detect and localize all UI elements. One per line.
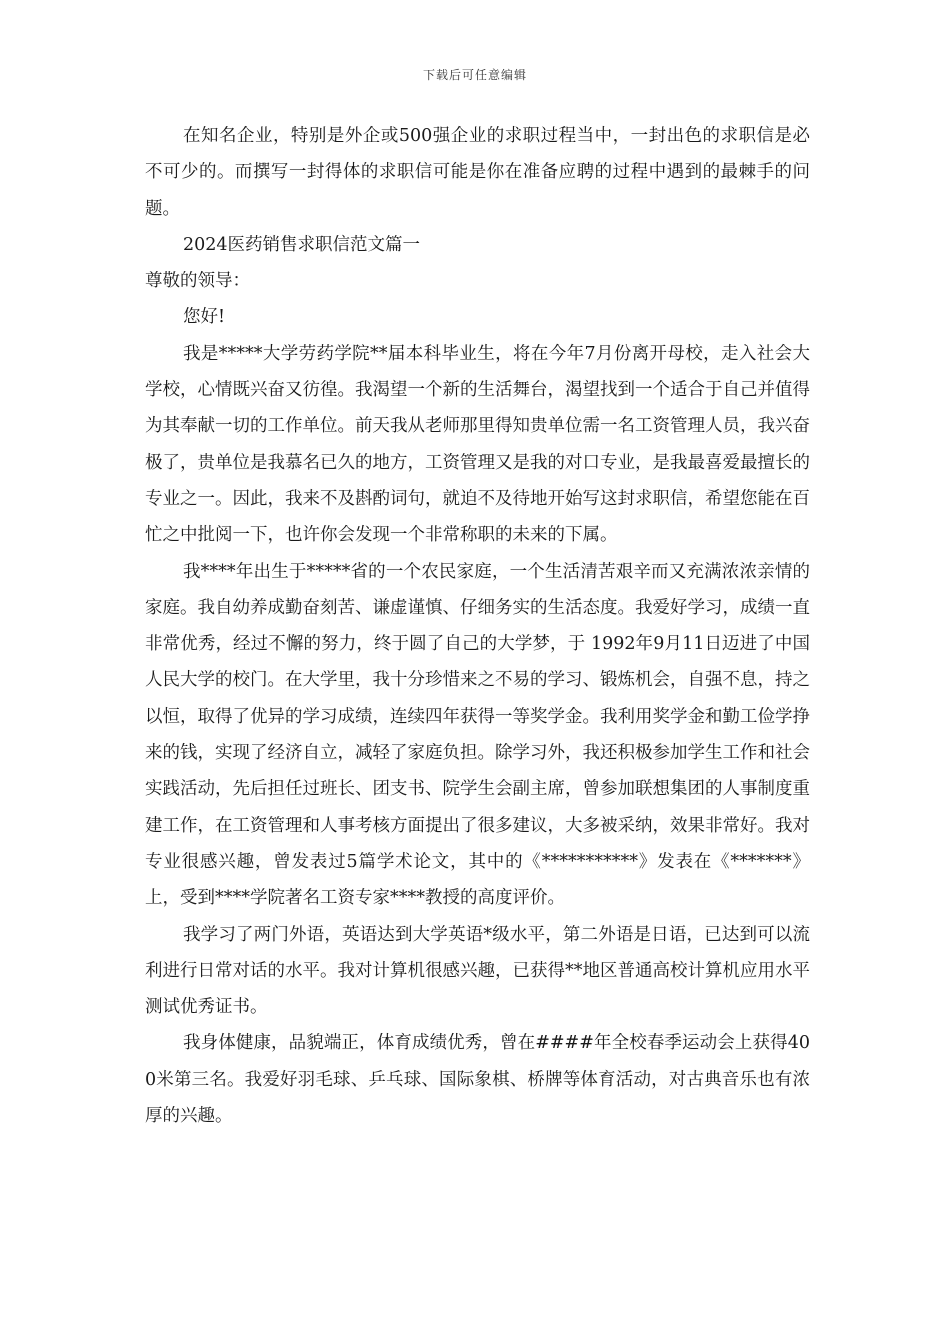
body-paragraph-3: 我学习了两门外语，英语达到大学英语*级水平，第二外语是日语，已达到可以流利进行日常对话的水平。我对计算机很感兴趣，已获得**地区普通高校计算机应用水平测试优秀证书。 — [145, 924, 810, 1018]
header-note: 下载后可任意编辑 — [422, 68, 527, 82]
document-body — [145, 118, 810, 1134]
body-paragraph-1: 我是*****大学劳药学院**届本科毕业生，将在今年7月份离开母校，走入社会大学校，心情既兴奋又彷徨。我渴望一个新的生活舞台，渴望找到一个适合于自己并值得为其奉献一切的工作单位。前天我从老师那里得知贵单位需一名工资管理人员，我兴奋极了，贵单位是我慕名已久的地方，工资管理又是我的对口专业，是我最喜爱最擅长的专业之一。因此，我来不及斟酌词句，就迫不及待地开始写这封求职信，希望您能在百忙之中批阅一下，也许你会发现一个非常称职的未来的下属。 — [145, 343, 810, 546]
intro-paragraph: 在知名企业，特别是外企或500强企业的求职过程当中，一封出色的求职信是必不可少的。而撰写一封得体的求职信可能是你在准备应聘的过程中遇到的最棘手的问题。 — [145, 126, 810, 219]
body-paragraph-2: 我****年出生于*****省的一个农民家庭，一个生活清苦艰辛而又充满浓浓亲情的家庭。我自幼养成勤奋刻苦、谦虚谨慎、仔细务实的生活态度。我爱好学习，成绩一直非常优秀，经过不懈的努力，终于圆了自己的大学梦，于 1992年9月11日迈进了中国人民大学的校门。在大学里，我十分珍惜来之不易的学习、锻炼机会，自强不息，持之以恒，取得了优异的学习成绩，连续四年获得一等奖学金。我利用奖学金和勤工俭学挣来的钱，实现了经济自立，减轻了家庭负担。除学习外，我还积极参加学生工作和社会实践活动，先后担任过班长、团支书、院学生会副主席，曾参加联想集团的人事制度重建工作，在工资管理和人事考核方面提出了很多建议，大多被采纳，效果非常好。我对专业很感兴趣，曾发表过5篇学术论文，其中的《***********》发表在《*******》上，受到****学院著名工资专家****教授的高度评价。 — [145, 561, 810, 909]
letter-title: 2024医药销售求职信范文篇一 — [183, 234, 421, 255]
greeting: 您好! — [183, 307, 226, 328]
body-paragraph-4: 我身体健康，品貌端正，体育成绩优秀，曾在####年全校春季运动会上获得400米第三名。我爱好羽毛球、乒乓球、国际象棋、桥牌等体育活动，对古典音乐也有浓厚的兴趣。 — [145, 1033, 810, 1127]
salutation: 尊敬的领导： — [145, 271, 250, 292]
